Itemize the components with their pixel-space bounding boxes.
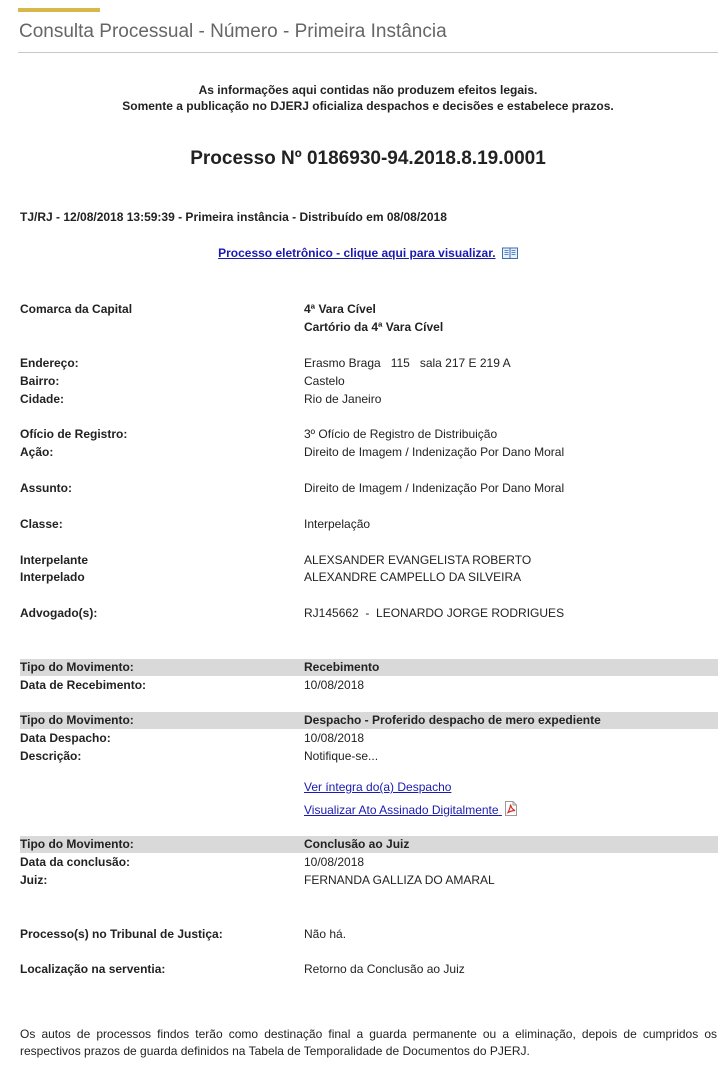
- pdf-icon[interactable]: [504, 801, 518, 816]
- movement-2-desc-value: Notifique-se...: [304, 749, 379, 763]
- movement-1-date-value: 10/08/2018: [304, 678, 365, 692]
- electronic-process-link-container: [0, 246, 720, 260]
- movement-2-desc-label: Descrição:: [20, 749, 82, 763]
- process-number-title: Processo Nº 0186930-94.2018.8.19.0001: [190, 148, 546, 169]
- interpelante-value: ALEXSANDER EVANGELISTA ROBERTO: [304, 553, 532, 567]
- localizacao-value: Retorno da Conclusão ao Juiz: [304, 962, 465, 976]
- view-signed-act-link-container[interactable]: [304, 801, 518, 817]
- page-title: Consulta Processual - Número - Primeira Instância: [19, 21, 447, 42]
- tribunal-value: Não há.: [304, 927, 347, 941]
- movement-2-date-label: Data Despacho:: [20, 731, 111, 745]
- movement-2-type-label: Tipo do Movimento:: [20, 713, 134, 727]
- bairro-row: [20, 373, 718, 390]
- movement-1-date-row: [20, 677, 718, 694]
- movement-2-type-row: [20, 712, 718, 729]
- disclaimer-line-1: As informações aqui contidas não produzem efeitos legais.: [198, 83, 538, 97]
- book-icon[interactable]: [502, 247, 518, 259]
- electronic-process-link[interactable]: [218, 246, 495, 260]
- oficio-value: 3º Ofício de Registro de Distribuição: [304, 427, 498, 441]
- tribunal-label: Processo(s) no Tribunal de Justiça:: [20, 927, 223, 941]
- localizacao-row: [20, 961, 718, 978]
- localizacao-label: Localização na serventia:: [20, 962, 166, 976]
- movement-1-type-row: [20, 659, 718, 676]
- vara-value: 4ª Vara Cível: [304, 302, 376, 316]
- movement-3-date-label: Data da conclusão:: [20, 855, 131, 869]
- movement-3-type-value: Conclusão ao Juiz: [304, 837, 410, 851]
- advogados-label: Advogado(s):: [20, 606, 98, 620]
- movement-2-desc-row: [20, 748, 718, 765]
- endereco-label: Endereço:: [20, 356, 79, 370]
- acao-row: [20, 444, 718, 461]
- movement-1-type-label: Tipo do Movimento:: [20, 660, 134, 674]
- movement-3-type-row: [20, 836, 718, 853]
- movement-3-type-label: Tipo do Movimento:: [20, 837, 134, 851]
- electronic-process-link-label: Processo eletrônico - clique aqui para visualizar.: [218, 246, 496, 260]
- disclaimer-line-2: Somente a publicação no DJERJ oficializa despachos e decisões e estabelece prazos.: [122, 99, 614, 113]
- movement-3-judge-row: [20, 872, 718, 889]
- movement-3-judge-label: Juiz:: [20, 873, 48, 887]
- interpelado-label: Interpelado: [20, 570, 85, 584]
- classe-label: Classe:: [20, 517, 63, 531]
- advogados-value: RJ145662 - LEONARDO JORGE RODRIGUES: [304, 606, 565, 620]
- bairro-label: Bairro:: [20, 374, 60, 388]
- movement-2-date-value: 10/08/2018: [304, 731, 365, 745]
- bairro-value: Castelo: [304, 374, 345, 388]
- cidade-value: Rio de Janeiro: [304, 392, 382, 406]
- oficio-label: Ofício de Registro:: [20, 427, 128, 441]
- movement-2-date-row: [20, 730, 718, 747]
- classe-value: Interpelação: [304, 517, 371, 531]
- oficio-row: [20, 426, 718, 443]
- endereco-value: Erasmo Braga 115 sala 217 E 219 A: [304, 356, 511, 370]
- interpelante-label: Interpelante: [20, 553, 89, 567]
- cartorio-row: [20, 319, 718, 336]
- interpelado-value: ALEXANDRE CAMPELLO DA SILVEIRA: [304, 570, 522, 584]
- interpelante-row: [20, 552, 718, 569]
- interpelado-row: [20, 569, 718, 586]
- cartorio-value: Cartório da 4ª Vara Cível: [304, 320, 444, 334]
- movement-2-type-value: Despacho - Proferido despacho de mero expediente: [304, 713, 601, 727]
- footer-note: Os autos de processos findos terão como destinação final a guarda permanente ou a eliminação, depois de cumpridos os respectivos prazos de guarda definidos na Tabela de Temporalidade de Documentos do PJERJ.: [20, 1027, 717, 1058]
- header-accent-bar: [18, 8, 100, 12]
- movement-1-date-label: Data de Recebimento:: [20, 678, 147, 692]
- assunto-row: [20, 480, 718, 497]
- comarca-row: [20, 301, 718, 318]
- assunto-value: Direito de Imagem / Indenização Por Dano Moral: [304, 481, 565, 495]
- movement-3-date-row: [20, 854, 718, 871]
- movement-3-date-value: 10/08/2018: [304, 855, 365, 869]
- acao-label: Ação:: [20, 445, 54, 459]
- cidade-label: Cidade:: [20, 392, 65, 406]
- tribunal-row: [20, 926, 718, 943]
- view-despacho-link[interactable]: Ver íntegra do(a) Despacho: [304, 780, 452, 794]
- movement-3-judge-value: FERNANDA GALLIZA DO AMARAL: [304, 873, 495, 887]
- endereco-row: [20, 355, 718, 372]
- header-divider: [18, 52, 718, 53]
- process-meta-line: TJ/RJ - 12/08/2018 13:59:39 - Primeira instância - Distribuído em 08/08/2018: [20, 210, 447, 224]
- cidade-row: [20, 391, 718, 408]
- advogados-row: [20, 605, 718, 622]
- acao-value: Direito de Imagem / Indenização Por Dano Moral: [304, 445, 565, 459]
- comarca-label: Comarca da Capital: [20, 302, 133, 316]
- view-signed-act-link[interactable]: Visualizar Ato Assinado Digitalmente: [304, 803, 499, 817]
- movement-1-type-value: Recebimento: [304, 660, 380, 674]
- classe-row: [20, 516, 718, 533]
- assunto-label: Assunto:: [20, 481, 72, 495]
